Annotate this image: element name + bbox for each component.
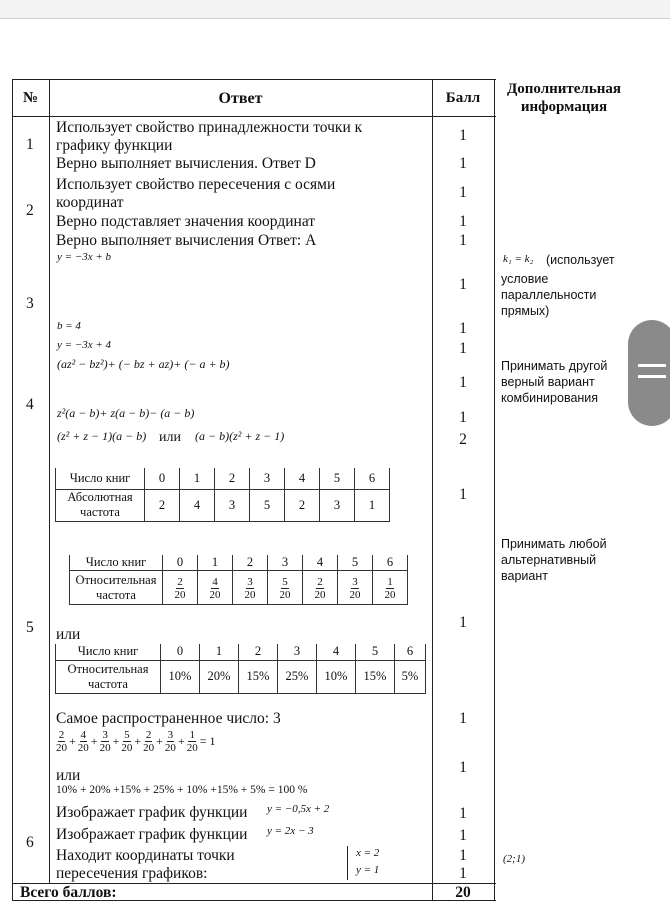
table-cell: 5% <box>395 660 426 693</box>
score: 1 <box>459 340 467 357</box>
plus-sign: + <box>156 734 163 748</box>
numerator: 2 <box>177 576 183 588</box>
note-text: альтернативный <box>501 553 597 567</box>
formula: (a − b)(z² + z − 1) <box>195 429 285 443</box>
numerator: 4 <box>212 576 218 588</box>
fraction-sum <box>56 729 215 754</box>
table-cell: 4 <box>317 644 356 660</box>
menu-button[interactable] <box>628 320 670 426</box>
score: 1 <box>459 486 467 503</box>
answer-line: Верно выполняет вычисления. Ответ D <box>56 155 316 172</box>
plus-sign: + <box>177 734 185 748</box>
fraction <box>280 576 291 601</box>
formula: y = 1 <box>356 864 380 876</box>
table-cell: 0 <box>163 555 198 571</box>
fraction <box>187 729 198 754</box>
fraction <box>143 729 154 754</box>
denominator: 20 <box>209 589 221 601</box>
answer-line: Изображает график функции <box>56 826 248 843</box>
denominator: 20 <box>143 742 155 754</box>
table-header-cell: Число книг <box>56 468 145 489</box>
table-cell: 10% <box>317 660 356 693</box>
note-text: верный вариант <box>501 375 595 389</box>
table-row-label <box>56 660 161 693</box>
row-number: 1 <box>26 136 34 153</box>
menu-icon-bar <box>638 375 666 378</box>
denominator: 20 <box>186 742 198 754</box>
denominator: 20 <box>56 742 67 754</box>
plus-sign: + <box>112 734 120 748</box>
formula: y = 2x − 3 <box>267 825 314 837</box>
fraction <box>56 729 67 754</box>
percent-frequency-table <box>55 644 426 694</box>
table-header-cell: Число книг <box>70 555 163 571</box>
numerator: 2 <box>145 729 152 741</box>
table-cell: 6 <box>395 644 426 660</box>
table-cell: 3 <box>278 644 317 660</box>
table-cell: 4 <box>303 555 338 571</box>
formula: x = 2 <box>356 847 380 859</box>
table-cell: 3 <box>268 555 303 571</box>
note-text: вариант <box>501 569 548 583</box>
denominator: 20 <box>349 589 361 601</box>
header-extra: Дополнительная информация <box>506 81 622 115</box>
table-cell <box>163 571 198 605</box>
formula: 10% + 20% +15% + 25% + 10% +15% + 5% = 100 % <box>56 784 308 796</box>
label-line: частота <box>96 587 136 602</box>
score: 1 <box>459 805 467 822</box>
equals-one: = 1 <box>199 734 216 748</box>
table-cell: 15% <box>239 660 278 693</box>
total-label: Всего баллов: <box>20 884 117 901</box>
numerator: 2 <box>58 729 65 741</box>
answer-line: Находит координаты точки <box>56 847 235 864</box>
fraction <box>100 729 111 754</box>
score: 1 <box>459 232 467 249</box>
score: 1 <box>459 847 467 864</box>
table-cell: 0 <box>145 468 180 489</box>
table-cell: 2 <box>285 489 320 521</box>
table-cell: 6 <box>373 555 408 571</box>
system-brace <box>347 846 348 880</box>
table-cell: 5 <box>250 489 285 521</box>
table-cell: 5 <box>356 644 395 660</box>
header-score: Балл <box>445 90 481 106</box>
score: 1 <box>459 710 467 727</box>
label-line: Относительная <box>67 661 149 676</box>
numerator: 3 <box>102 729 108 741</box>
col-border <box>12 79 13 901</box>
answer-line: Изображает график функции <box>56 804 248 821</box>
fraction <box>175 576 186 601</box>
total-score: 20 <box>455 884 471 901</box>
score: 1 <box>459 614 467 631</box>
table-cell: 10% <box>161 660 200 693</box>
numerator: 3 <box>247 576 253 588</box>
fraction <box>78 729 89 754</box>
header-num: № <box>22 90 39 106</box>
table-cell: 5 <box>320 468 355 489</box>
row-number: 3 <box>26 295 34 312</box>
score: 1 <box>459 320 467 337</box>
denominator: 20 <box>164 742 176 754</box>
row-number: 2 <box>26 202 34 219</box>
menu-icon-bar <box>638 364 666 367</box>
relative-frequency-table <box>69 555 408 605</box>
label-line: частота <box>88 676 128 691</box>
numerator: 5 <box>124 729 130 741</box>
numerator: 1 <box>189 729 195 741</box>
table-cell: 2 <box>233 555 268 571</box>
top-toolbar-strip <box>0 0 670 19</box>
answer-line: Использует свойство принадлежности точки к <box>56 119 363 136</box>
fraction <box>315 576 326 601</box>
table-cell: 2 <box>145 489 180 521</box>
note-text: условие <box>501 272 549 286</box>
table-cell: 2 <box>239 644 278 660</box>
table-cell: 2 <box>215 468 250 489</box>
answer-line: Использует свойство пересечения с осями <box>56 176 336 193</box>
table-cell <box>233 571 268 605</box>
table-cell <box>198 571 233 605</box>
table-row-label <box>70 571 163 605</box>
denominator: 20 <box>99 742 111 754</box>
score: 1 <box>459 155 467 172</box>
formula: (az² − bz²)+ (− bz + az)+ (− a + b) <box>57 357 230 371</box>
table-cell: 1 <box>198 555 233 571</box>
header-bottom-border <box>12 116 496 117</box>
answer-line: графику функции <box>56 137 173 154</box>
score: 1 <box>459 213 467 230</box>
score: 1 <box>459 827 467 844</box>
fraction <box>350 576 361 601</box>
fraction <box>165 729 176 754</box>
table-cell <box>303 571 338 605</box>
table-cell: 1 <box>355 489 390 521</box>
table-cell: 5 <box>338 555 373 571</box>
score: 1 <box>459 127 467 144</box>
plus-sign: + <box>134 734 142 748</box>
row-number: 5 <box>26 619 34 636</box>
denominator: 20 <box>244 589 256 601</box>
note-text: прямых) <box>501 304 550 318</box>
answer-line: Самое распространенное число: 3 <box>56 710 281 727</box>
score: 1 <box>459 865 467 882</box>
numerator: 5 <box>282 576 288 588</box>
answer-line: координат <box>56 194 124 211</box>
formula: k₁ = k₂ <box>503 253 534 265</box>
table-cell: 0 <box>161 644 200 660</box>
score: 1 <box>459 276 467 293</box>
table-cell: 4 <box>180 489 215 521</box>
formula: (z² + z − 1)(a − b) <box>57 429 147 443</box>
numerator: 2 <box>317 576 323 588</box>
absolute-frequency-table <box>55 468 390 522</box>
answer-line: Верно подставляет значения координат <box>56 213 316 230</box>
table-cell: 25% <box>278 660 317 693</box>
answer-point: (2;1) <box>503 853 525 865</box>
table-row-label <box>56 489 145 521</box>
score: 1 <box>459 409 467 426</box>
note-text: параллельности <box>501 288 597 302</box>
answer-line: Верно выполняет вычисления Ответ: А <box>56 232 317 249</box>
numerator: 3 <box>352 576 358 588</box>
answer-line: пересечения графиков: <box>56 865 208 882</box>
or-label: или <box>56 767 81 784</box>
table-cell: 3 <box>215 489 250 521</box>
table-cell: 15% <box>356 660 395 693</box>
formula: y = −3x + 4 <box>57 339 112 351</box>
denominator: 20 <box>174 589 186 601</box>
denominator: 20 <box>77 742 89 754</box>
plus-sign: + <box>90 734 98 748</box>
label-line: Абсолютная <box>67 490 133 504</box>
score: 1 <box>459 184 467 201</box>
table-cell: 20% <box>200 660 239 693</box>
table-cell: 6 <box>355 468 390 489</box>
numerator: 4 <box>80 729 87 741</box>
row-number: 4 <box>26 396 34 413</box>
formula: b = 4 <box>57 320 81 332</box>
formula: y = −0,5x + 2 <box>267 803 330 815</box>
note-text: (использует <box>546 253 615 267</box>
fraction <box>245 576 256 601</box>
score: 1 <box>459 374 467 391</box>
label-line: частота <box>80 505 120 519</box>
table-cell: 3 <box>320 489 355 521</box>
score: 2 <box>459 431 467 448</box>
denominator: 20 <box>384 589 396 601</box>
table-cell: 4 <box>285 468 320 489</box>
formula: y = −3x + b <box>57 251 112 263</box>
note-text: комбинирования <box>501 391 599 405</box>
denominator: 20 <box>121 742 133 754</box>
or-label: или <box>56 626 81 643</box>
fraction <box>210 576 221 601</box>
table-cell: 1 <box>180 468 215 489</box>
fraction <box>385 576 396 601</box>
table-top-border <box>12 79 496 80</box>
table-header-cell: Число книг <box>56 644 161 660</box>
numerator: 3 <box>167 729 174 741</box>
col-border <box>494 79 495 901</box>
label-line: Относительная <box>75 572 157 587</box>
table-cell <box>338 571 373 605</box>
note-text: Принимать любой <box>501 537 607 551</box>
row-number: 6 <box>26 834 34 851</box>
table-cell <box>268 571 303 605</box>
denominator: 20 <box>314 589 326 601</box>
formula: z²(a − b)+ z(a − b)− (a − b) <box>57 406 195 420</box>
denominator: 20 <box>279 589 291 601</box>
col-border <box>49 79 50 883</box>
score: 1 <box>459 759 467 776</box>
or-label: или <box>159 430 181 445</box>
table-cell: 1 <box>200 644 239 660</box>
numerator: 1 <box>387 576 393 588</box>
fraction <box>121 729 132 754</box>
table-cell: 3 <box>250 468 285 489</box>
note-text: Принимать другой <box>501 359 608 373</box>
table-cell <box>373 571 408 605</box>
header-answer: Ответ <box>218 90 263 107</box>
plus-sign: + <box>69 734 76 748</box>
